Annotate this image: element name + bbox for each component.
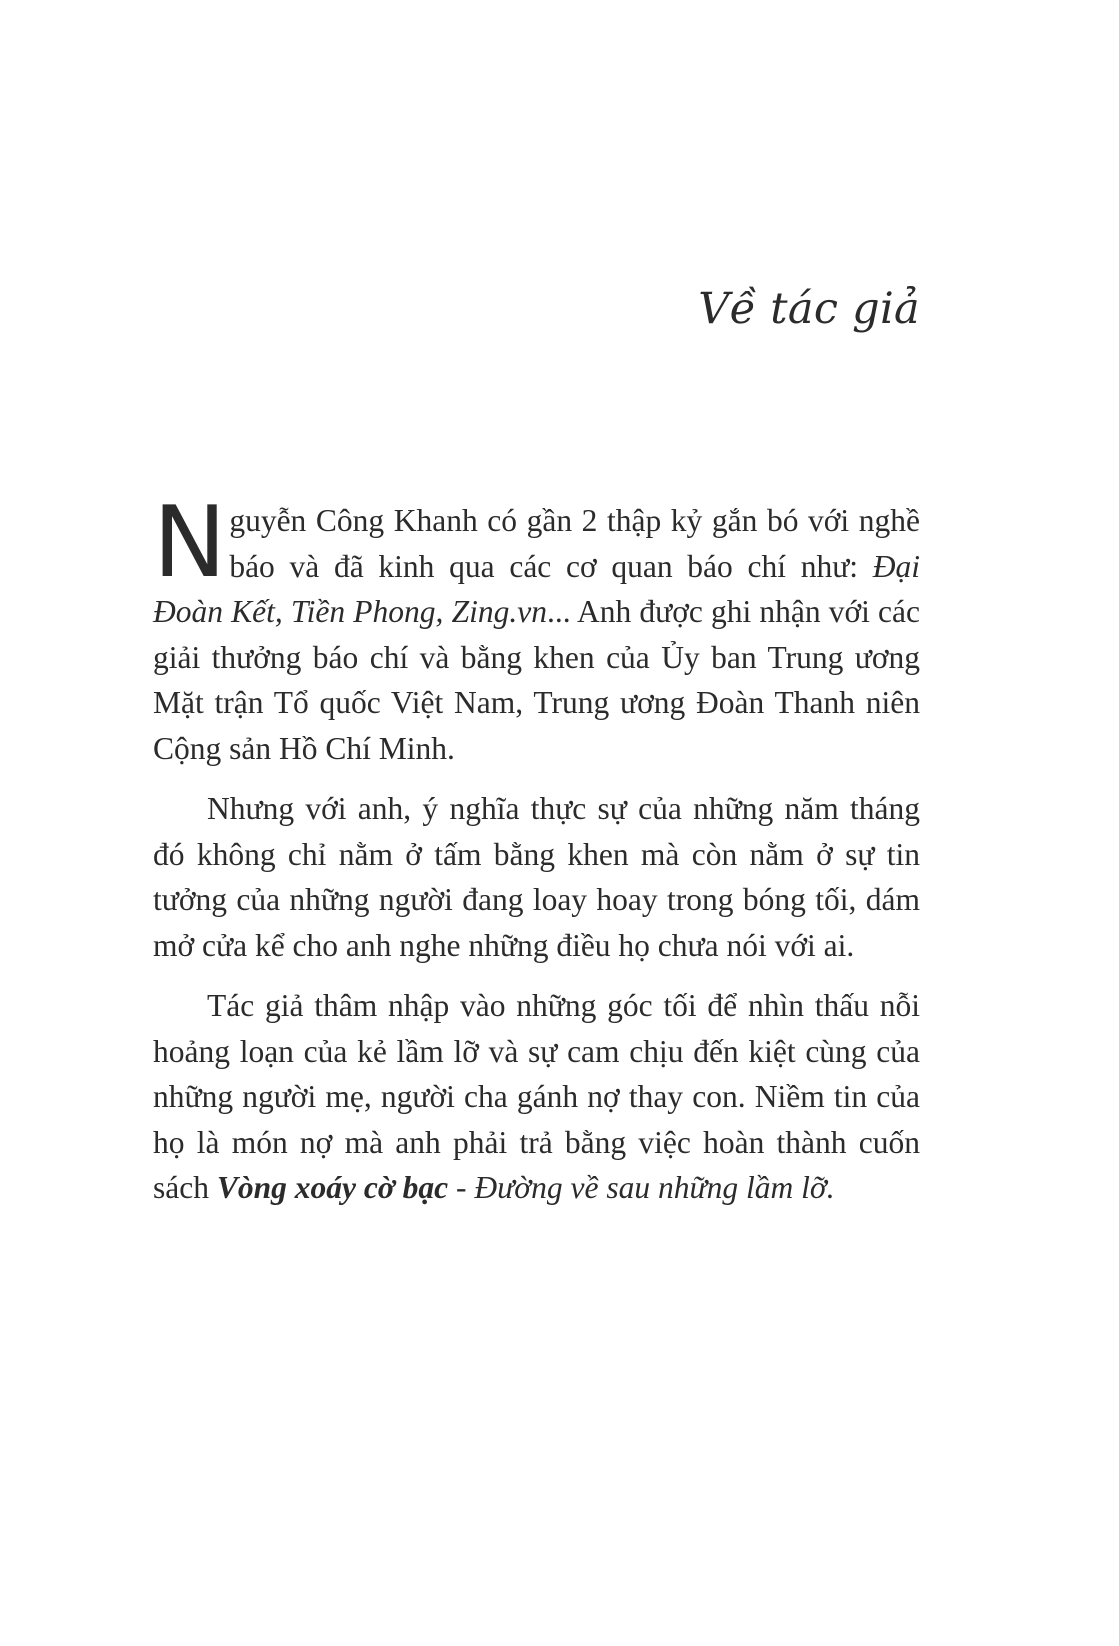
- paragraph-3-text: Tác giả thâm nhập vào những góc tối để nhìn thấu nỗi hoảng loạn của kẻ lầm lỡ và sự cam chịu đến kiệt cùng của những người mẹ, người cha gánh nợ thay con. Niềm tin của họ là món nợ mà anh phải trả bằng việc hoàn thành cuốn sách: [153, 988, 920, 1205]
- body-text: [153, 486, 920, 1226]
- paragraph-3: [153, 983, 920, 1211]
- paragraph-2: Nhưng với anh, ý nghĩa thực sự của những năm tháng đó không chỉ nằm ở tấm bằng khen mà còn nằm ở sự tin tưởng của những người đang loay hoay trong bóng tối, dám mở cửa kể cho anh nghe những điều họ chưa nói với ai.: [153, 791, 920, 963]
- book-title-subtitle: - Đường về sau những lầm lỡ.: [448, 1170, 835, 1205]
- paragraph-1: [153, 486, 920, 771]
- paragraph-1-text: guyễn Công Khanh có gần 2 thập kỷ gắn bó với nghề báo và đã kinh qua các cơ quan báo chí như:: [229, 503, 920, 584]
- book-title-main: Vòng xoáy cờ bạc: [216, 1170, 449, 1205]
- newspaper-names: Đại Đoàn Kết, Tiền Phong, Zing.vn: [153, 548, 920, 629]
- paragraph-1-text-end: ... Anh được ghi nhận với các giải thưởng báo chí và bằng khen của Ủy ban Trung ương Mặt trận Tổ quốc Việt Nam, Trung ương Đoàn Thanh niên Cộng sản Hồ Chí Minh.: [153, 594, 920, 766]
- drop-cap: N: [153, 486, 227, 600]
- page-title: Về tác giả: [698, 284, 920, 334]
